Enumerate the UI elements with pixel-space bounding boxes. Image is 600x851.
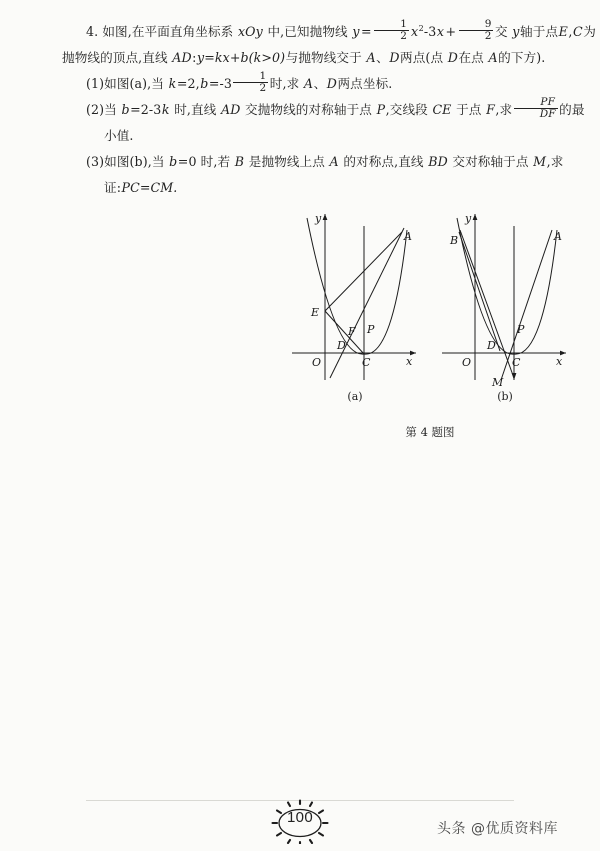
q1-sep: 、 bbox=[313, 76, 327, 92]
q3-conclusion: PC=CM. bbox=[121, 180, 178, 196]
problem-block bbox=[62, 16, 596, 201]
fraction-one-half bbox=[374, 19, 409, 44]
q2-text-6: ,求 bbox=[495, 102, 513, 118]
fraction-numerator: 1 bbox=[400, 17, 407, 30]
figure-title: 第 4 题图 bbox=[405, 425, 455, 439]
sub-question-2-continuation bbox=[62, 123, 540, 149]
figure-a bbox=[280, 208, 430, 418]
sub-question-2 bbox=[62, 95, 585, 123]
q2-b-value: =2-3 bbox=[130, 102, 162, 118]
stem-text-5: 为 bbox=[583, 24, 596, 40]
q3-text-4: 的对称点,直线 bbox=[343, 154, 424, 170]
sub-question-2-label: (2) bbox=[86, 102, 105, 118]
fraction-denominator: DF bbox=[514, 108, 558, 121]
stem-point-c: C bbox=[573, 24, 583, 40]
q3-b-value: =0 bbox=[177, 154, 197, 170]
fraction-nine-halves bbox=[459, 19, 494, 44]
figure-b bbox=[430, 208, 580, 418]
q3-point-a: A bbox=[329, 154, 339, 170]
figure-a-label-P: P bbox=[367, 323, 375, 336]
stem-equals: = bbox=[361, 24, 372, 40]
fraction-denominator: 2 bbox=[233, 82, 268, 95]
fraction-pf-over-df bbox=[514, 97, 558, 122]
figure-b-axis-x: x bbox=[556, 355, 563, 368]
sub-question-1-label: (1) bbox=[86, 76, 105, 92]
stem2-text-1: 抛物线的顶点,直线 bbox=[62, 50, 168, 66]
problem-stem-line-2 bbox=[62, 45, 546, 71]
q3-line-bd: BD bbox=[428, 154, 448, 170]
page-number: 100 bbox=[287, 809, 313, 826]
q1-point-a: A bbox=[303, 76, 314, 92]
stem2-text-2: 与抛物线交于 bbox=[285, 50, 362, 66]
q1-text-1: 如图(a),当 bbox=[104, 76, 164, 92]
stem-y-axis: y bbox=[512, 24, 520, 40]
sub-question-1 bbox=[62, 71, 540, 97]
stem-text-1: 如图,在平面直角坐标系 bbox=[102, 24, 234, 40]
q3-point-b: B bbox=[234, 154, 245, 170]
q1-text-2: 时,求 bbox=[269, 76, 300, 92]
figure-b-label-B: B bbox=[450, 234, 459, 247]
stem2-sep: 、 bbox=[376, 50, 389, 66]
fraction-numerator: 9 bbox=[484, 17, 492, 30]
figure-a-label-C: C bbox=[362, 356, 371, 369]
stem2-point-d2: D bbox=[447, 50, 458, 66]
stem2-text-3: 两点(点 bbox=[400, 50, 444, 66]
figure-a-label-F: F bbox=[348, 325, 356, 338]
q2-k-var: k bbox=[161, 102, 170, 118]
q3-text-6: ,求 bbox=[546, 154, 564, 170]
page-number-badge bbox=[268, 798, 332, 844]
stem2-text-5: 的下方). bbox=[498, 50, 546, 66]
figure-b-label-D: D bbox=[487, 339, 496, 352]
sub-question-3 bbox=[62, 149, 564, 175]
stem2-point-a2: A bbox=[488, 50, 498, 66]
q1-b-var: b bbox=[200, 76, 209, 92]
figure-a-axis-x: x bbox=[406, 355, 413, 368]
stem-x-var: x bbox=[410, 24, 419, 40]
q2-text-4: ,交线段 bbox=[385, 102, 428, 118]
q1-point-d: D bbox=[326, 76, 337, 92]
figure-b-label-M: M bbox=[492, 376, 504, 389]
figure-a-label-A: A bbox=[404, 230, 412, 243]
q1-k-var: k bbox=[168, 76, 177, 92]
fraction-one-half-q1 bbox=[233, 71, 268, 96]
sub-question-3-continuation bbox=[62, 175, 540, 201]
q2-text-3: 交抛物线的对称轴于点 bbox=[245, 102, 372, 118]
stem-x-var-2: x bbox=[436, 24, 445, 40]
q1-k-value: =2, bbox=[176, 76, 200, 92]
q3-text-3: 是抛物线上点 bbox=[248, 154, 325, 170]
q3-text-7: 证: bbox=[104, 180, 122, 196]
q3-point-m: M bbox=[533, 154, 547, 170]
figures-container bbox=[280, 208, 580, 418]
stem-comma: , bbox=[568, 24, 573, 40]
figure-a-label-E: E bbox=[311, 306, 320, 319]
figure-b-label-P: P bbox=[517, 323, 525, 336]
stem-point-e: E bbox=[558, 24, 568, 40]
figure-a-label-O: O bbox=[312, 356, 322, 369]
stem2-point-d: D bbox=[389, 50, 400, 66]
q2-text-8: 小值. bbox=[104, 128, 134, 144]
q2-text-2: 时,直线 bbox=[174, 102, 217, 118]
q3-text-2: 时,若 bbox=[200, 154, 231, 170]
stem2-line-ad: AD bbox=[172, 50, 192, 66]
figure-b-label-A: A bbox=[554, 230, 562, 243]
q2-text-7: 的最 bbox=[559, 102, 585, 118]
stem2-colon: : bbox=[192, 50, 197, 66]
stem-text-3: 交 bbox=[494, 24, 508, 40]
stem2-point-a: A bbox=[366, 50, 376, 66]
q1-b-value: =-3 bbox=[208, 76, 232, 92]
stem-plus: + bbox=[445, 24, 457, 40]
stem-text-2: 中,已知抛物线 bbox=[267, 24, 348, 40]
fraction-denominator: 2 bbox=[459, 30, 494, 43]
stem-y-var: y bbox=[352, 24, 360, 40]
fraction-denominator: 2 bbox=[374, 30, 409, 43]
figure-a-axis-y: y bbox=[315, 212, 322, 225]
watermark: 头条 @优质资料库 bbox=[437, 821, 558, 837]
q2-text-5: 于点 bbox=[456, 102, 482, 118]
figure-b-caption: (b) bbox=[497, 390, 513, 403]
figure-a-caption: (a) bbox=[347, 390, 363, 403]
q2-point-f: F bbox=[486, 102, 495, 118]
stem2-line-equation: y=kx+b(k>0) bbox=[197, 50, 286, 66]
q3-text-1: 如图(b),当 bbox=[104, 154, 165, 170]
stem2-text-4: 在点 bbox=[458, 50, 484, 66]
q3-b-var: b bbox=[169, 154, 178, 170]
sub-question-3-label: (3) bbox=[86, 154, 105, 170]
problem-number: 4. bbox=[86, 24, 99, 40]
figure-b-label-C: C bbox=[512, 356, 521, 369]
fraction-numerator: 1 bbox=[259, 69, 267, 82]
q1-text-3: 两点坐标. bbox=[337, 76, 393, 92]
figure-b-axis-y: y bbox=[465, 212, 472, 225]
stem-text-4: 轴于点 bbox=[520, 24, 559, 40]
stem-minus-3: -3 bbox=[423, 24, 437, 40]
stem-x-exponent: 2 bbox=[418, 24, 424, 33]
q2-point-p: P bbox=[376, 102, 386, 118]
q2-segment-ce: CE bbox=[432, 102, 452, 118]
q2-line-ad: AD bbox=[221, 102, 241, 118]
q2-b-var: b bbox=[121, 102, 130, 118]
fraction-numerator: PF bbox=[540, 95, 555, 108]
stem-xoy: xOy bbox=[237, 24, 263, 40]
figure-b-label-O: O bbox=[462, 356, 472, 369]
problem-stem-line-1 bbox=[62, 16, 596, 45]
q3-text-5: 交对称轴于点 bbox=[452, 154, 529, 170]
q2-text-1: 当 bbox=[104, 102, 117, 118]
figure-a-label-D: D bbox=[337, 339, 346, 352]
